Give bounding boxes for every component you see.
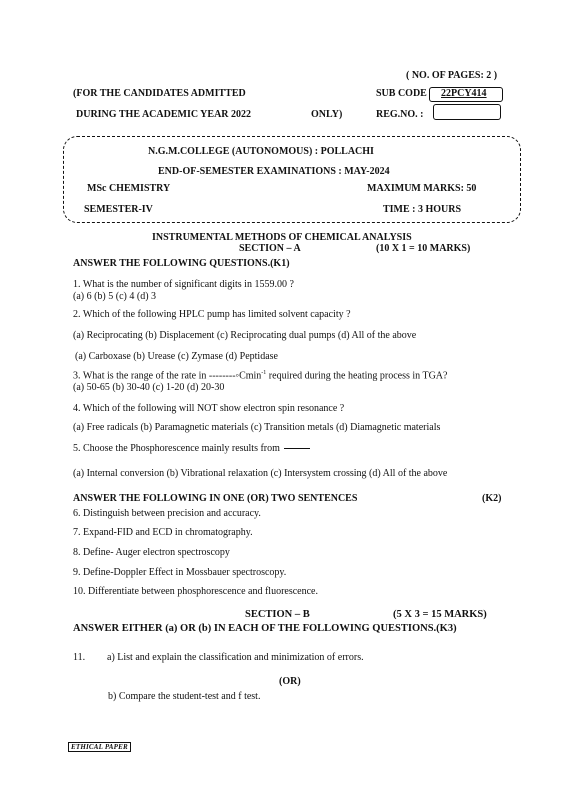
max-marks: MAXIMUM MARKS: 50 [367,183,477,194]
semester: SEMESTER-IV [84,204,153,215]
question-5-text: 5. Choose the Phosphorescence mainly results from [73,443,280,454]
paper-title: INSTRUMENTAL METHODS OF CHEMICAL ANALYSIS [152,232,412,243]
question-1-options: (a) 6 (b) 5 (c) 4 (d) 3 [73,291,157,302]
ethical-paper-label: ETHICAL PAPER [68,742,131,752]
question-4: 4. Which of the following will NOT show electron spin resonance ? [73,403,345,414]
extra-options: (a) Carboxase (b) Urease (c) Zymase (d) Peptidase [75,351,278,362]
question-2-options: (a) Reciprocating (b) Displacement (c) Reciprocating dual pumps (d) All of the above [73,330,417,341]
question-3-options: (a) 50-65 (b) 30-40 (c) 1-20 (d) 20-30 [73,382,225,393]
question-10: 10. Differentiate between phosphorescence and fluorescence. [73,586,318,597]
section-a-title: SECTION – A [239,243,301,254]
k2-tag: (K2) [482,493,502,504]
question-11a: a) List and explain the classification and minimization of errors. [107,652,364,663]
college-name: N.G.M.COLLEGE (AUTONOMOUS) : POLLACHI [148,146,374,157]
question-1: 1. What is the number of significant digits in 1559.00 ? [73,279,294,290]
exam-title: END-OF-SEMESTER EXAMINATIONS : MAY-2024 [158,166,390,177]
question-2: 2. Which of the following HPLC pump has limited solvent capacity ? [73,309,351,320]
question-5-options: (a) Internal conversion (b) Vibrational relaxation (c) Intersystem crossing (d) All of the above [73,468,448,479]
regno-field [433,104,501,120]
section-b-instruction: ANSWER EITHER (a) OR (b) IN EACH OF THE FOLLOWING QUESTIONS.(K3) [73,623,457,634]
question-3 [73,370,447,381]
section-a-instruction: ANSWER THE FOLLOWING QUESTIONS.(K1) [73,258,290,269]
section-a-instruction-2: ANSWER THE FOLLOWING IN ONE (OR) TWO SENTENCES [73,493,358,504]
question-3-pre: 3. What is the range of the rate in --------◦Cmin [73,370,262,382]
regno-label: REG.NO. : [376,109,424,120]
question-7: 7. Expand-FID and ECD in chromatography. [73,527,253,538]
question-3-sup: -1 [261,370,267,376]
question-8: 8. Define- Auger electron spectroscopy [73,547,230,558]
question-11b: b) Compare the student-test and f test. [108,691,261,702]
question-5 [73,443,310,454]
answer-blank [284,448,310,449]
admitted-note: (FOR THE CANDIDATES ADMITTED [73,88,246,99]
exam-time: TIME : 3 HOURS [383,204,462,215]
section-b-marks: (5 X 3 = 15 MARKS) [393,609,487,620]
subcode-label: SUB CODE [376,88,427,99]
section-b-title: SECTION – B [245,609,310,620]
question-4-options: (a) Free radicals (b) Paramagnetic materials (c) Transition metals (d) Diamagnetic materials [73,422,441,433]
section-a-marks: (10 X 1 = 10 MARKS) [376,243,471,254]
page-count: ( NO. OF PAGES: 2 ) [406,70,498,81]
or-separator: (OR) [279,676,301,687]
only-note: ONLY) [311,109,343,120]
subcode-value: 22PCY414 [441,88,487,99]
program: MSc CHEMISTRY [87,183,171,194]
question-9: 9. Define-Doppler Effect in Mossbauer spectroscopy. [73,567,287,578]
question-3-post: required during the heating process in TGA? [266,370,448,382]
question-6: 6. Distinguish between precision and accuracy. [73,508,261,519]
question-11-number: 11. [73,652,86,663]
academic-year: DURING THE ACADEMIC YEAR 2022 [76,109,252,120]
